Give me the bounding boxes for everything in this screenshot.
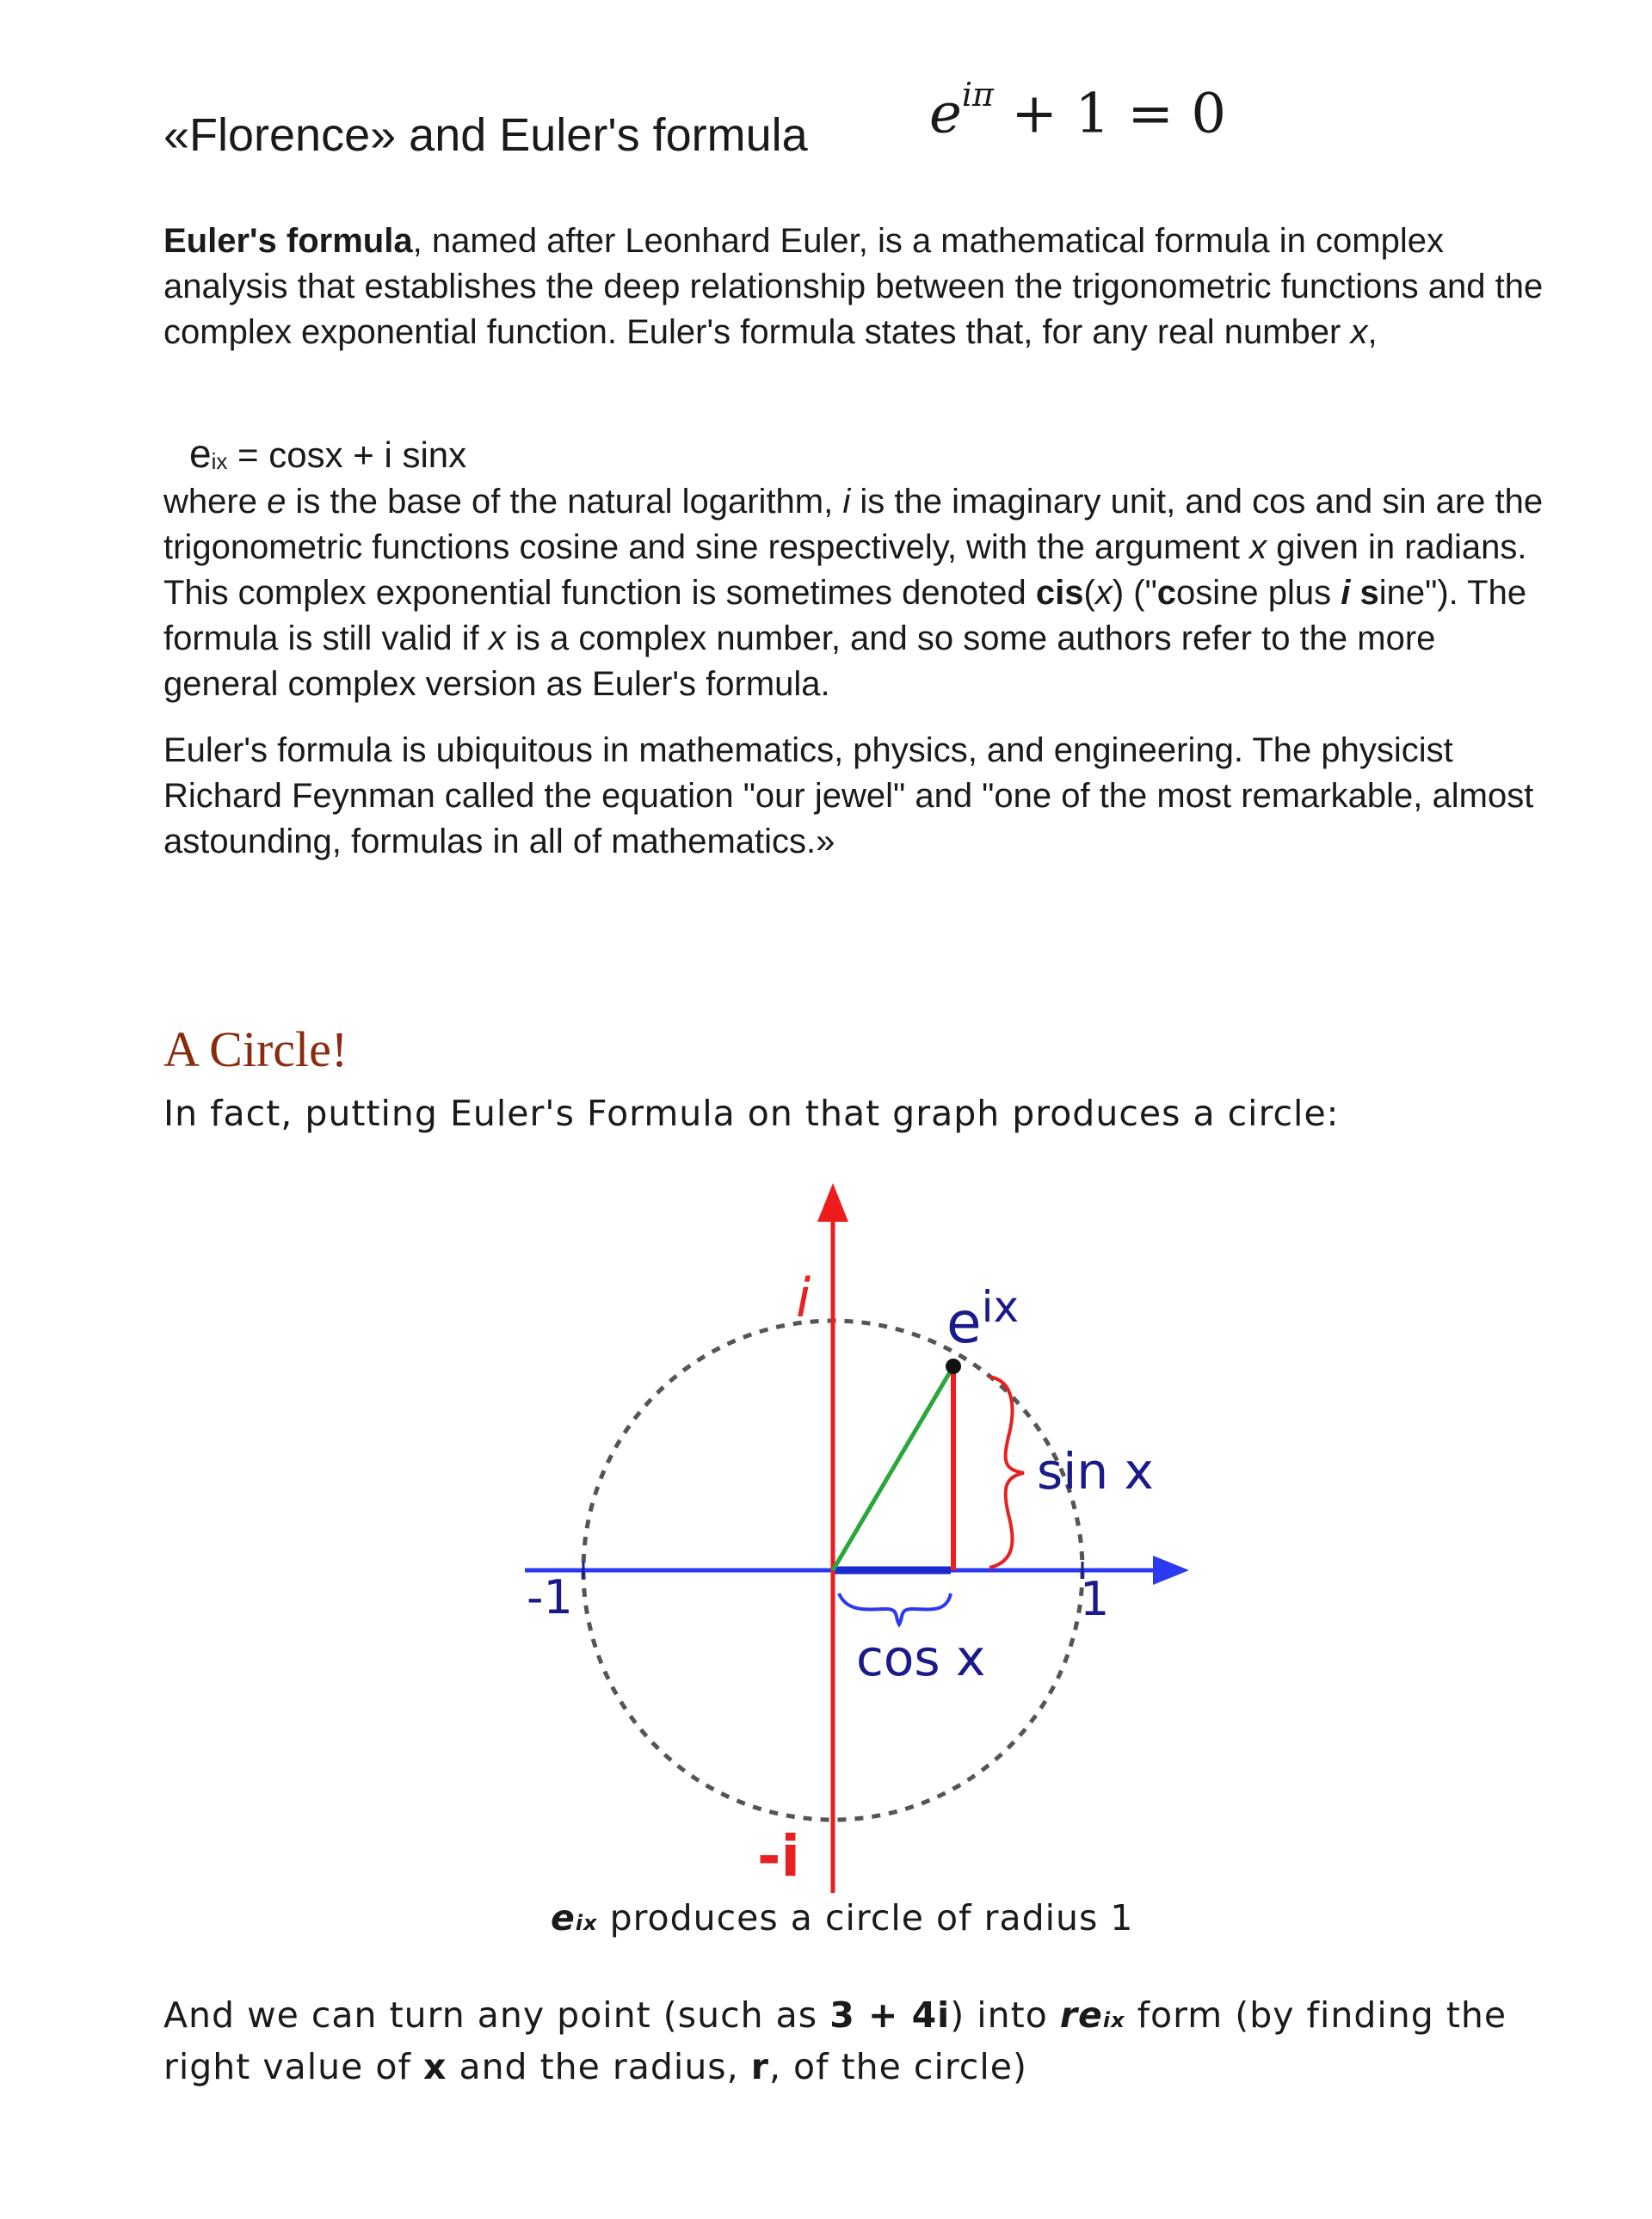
- page-title: «Florence» and Euler's formula: [163, 109, 808, 161]
- intro-term: Euler's formula: [163, 222, 413, 260]
- caption-sup: ix: [575, 1911, 598, 1935]
- label-i: i: [796, 1267, 811, 1329]
- p2-var-e: e: [267, 483, 287, 521]
- p2-text: is the imaginary unit, and cos and sin are the trigonometric functions cosine and sine respectively, with the argument: [163, 483, 1544, 566]
- imaginary-axis-arrow: [817, 1183, 848, 1222]
- equation-base: e: [189, 431, 212, 476]
- caption-e: e: [551, 1897, 576, 1939]
- p2-text: osine plus: [1176, 574, 1341, 612]
- cos-brace: [839, 1593, 951, 1624]
- intro-text: , named after Leonhard Euler, is a mathematical formula in complex analysis that establishes the deep relationship between the trigonometric functions and the complex exponential function. Euler's formula states that, for any real number: [163, 222, 1544, 351]
- label-cosx: cos x: [856, 1629, 986, 1687]
- p2-text: ine"). The formula is still valid if: [163, 574, 1527, 657]
- label-eix-base: e: [946, 1290, 982, 1356]
- p2-var-x: x: [488, 619, 506, 657]
- p2-text: (: [1083, 574, 1095, 612]
- closing-text: , of the circle): [768, 2046, 1027, 2087]
- formula-base: e: [929, 82, 962, 146]
- closing-sup: ix: [1102, 2008, 1125, 2032]
- p2-bold-i: i: [1341, 574, 1351, 612]
- p2-text: is the base of the natural logarithm,: [286, 483, 843, 521]
- caption-text: produces a circle of radius 1: [597, 1897, 1134, 1939]
- section-heading: A Circle!: [163, 1021, 348, 1077]
- label-eix: [946, 1282, 1019, 1356]
- p2-text: where: [163, 483, 268, 521]
- closing-r: r: [750, 2046, 769, 2087]
- closing-text: And we can turn any point (such as: [163, 1994, 830, 2036]
- section-subheading: In fact, putting Euler's Formula on that graph produces a circle:: [163, 1093, 1340, 1134]
- formula-exponent: iπ: [961, 76, 995, 114]
- real-axis-arrow: [1153, 1556, 1189, 1585]
- radius-line: [833, 1366, 953, 1570]
- feynman-paragraph: Euler's formula is ubiquitous in mathematics, physics, and engineering. The physicist Richard Feynman called the equation "our jewel" and "one of the most remarkable, almost astounding, formulas in all of mathematics.»: [163, 731, 1534, 860]
- equation-rest: = cosx + i sinx: [227, 435, 467, 475]
- eix-point: [946, 1359, 961, 1374]
- p2-var-x: x: [1094, 574, 1113, 612]
- p2-bold-c: c: [1156, 574, 1177, 612]
- p2-cis: cis: [1035, 574, 1084, 612]
- closing-text: and the radius,: [447, 2046, 751, 2087]
- closing-x: x: [422, 2046, 447, 2087]
- label-neg-i: -i: [757, 1823, 801, 1889]
- closing-text: ) into: [950, 1994, 1060, 2036]
- sin-brace: [989, 1377, 1024, 1568]
- p2-var-i: i: [842, 483, 851, 521]
- intro-var: x: [1350, 313, 1368, 351]
- equation-sub: ix: [211, 448, 228, 474]
- p2-text: ) (": [1112, 574, 1157, 612]
- intro-text-end: ,: [1367, 313, 1378, 351]
- closing-re: re: [1059, 1994, 1103, 2036]
- label-eix-exp: ix: [981, 1282, 1020, 1332]
- label-1: 1: [1080, 1572, 1110, 1626]
- p2-var-x: x: [1249, 528, 1267, 566]
- p2-bold-s: s: [1359, 574, 1379, 612]
- closing-text: form (by finding the right value of: [163, 1994, 1507, 2087]
- p2-text: given in radians. This complex exponential function is sometimes denoted: [163, 528, 1527, 612]
- p2-text: is a complex number, and so some authors refer to the more general complex version as Euler's formula.: [163, 619, 1436, 703]
- closing-point: 3 + 4i: [829, 1994, 951, 2036]
- formula-rest: + 1 = 0: [994, 82, 1227, 146]
- label-neg1: -1: [527, 1570, 573, 1624]
- label-sinx: sin x: [1037, 1442, 1154, 1501]
